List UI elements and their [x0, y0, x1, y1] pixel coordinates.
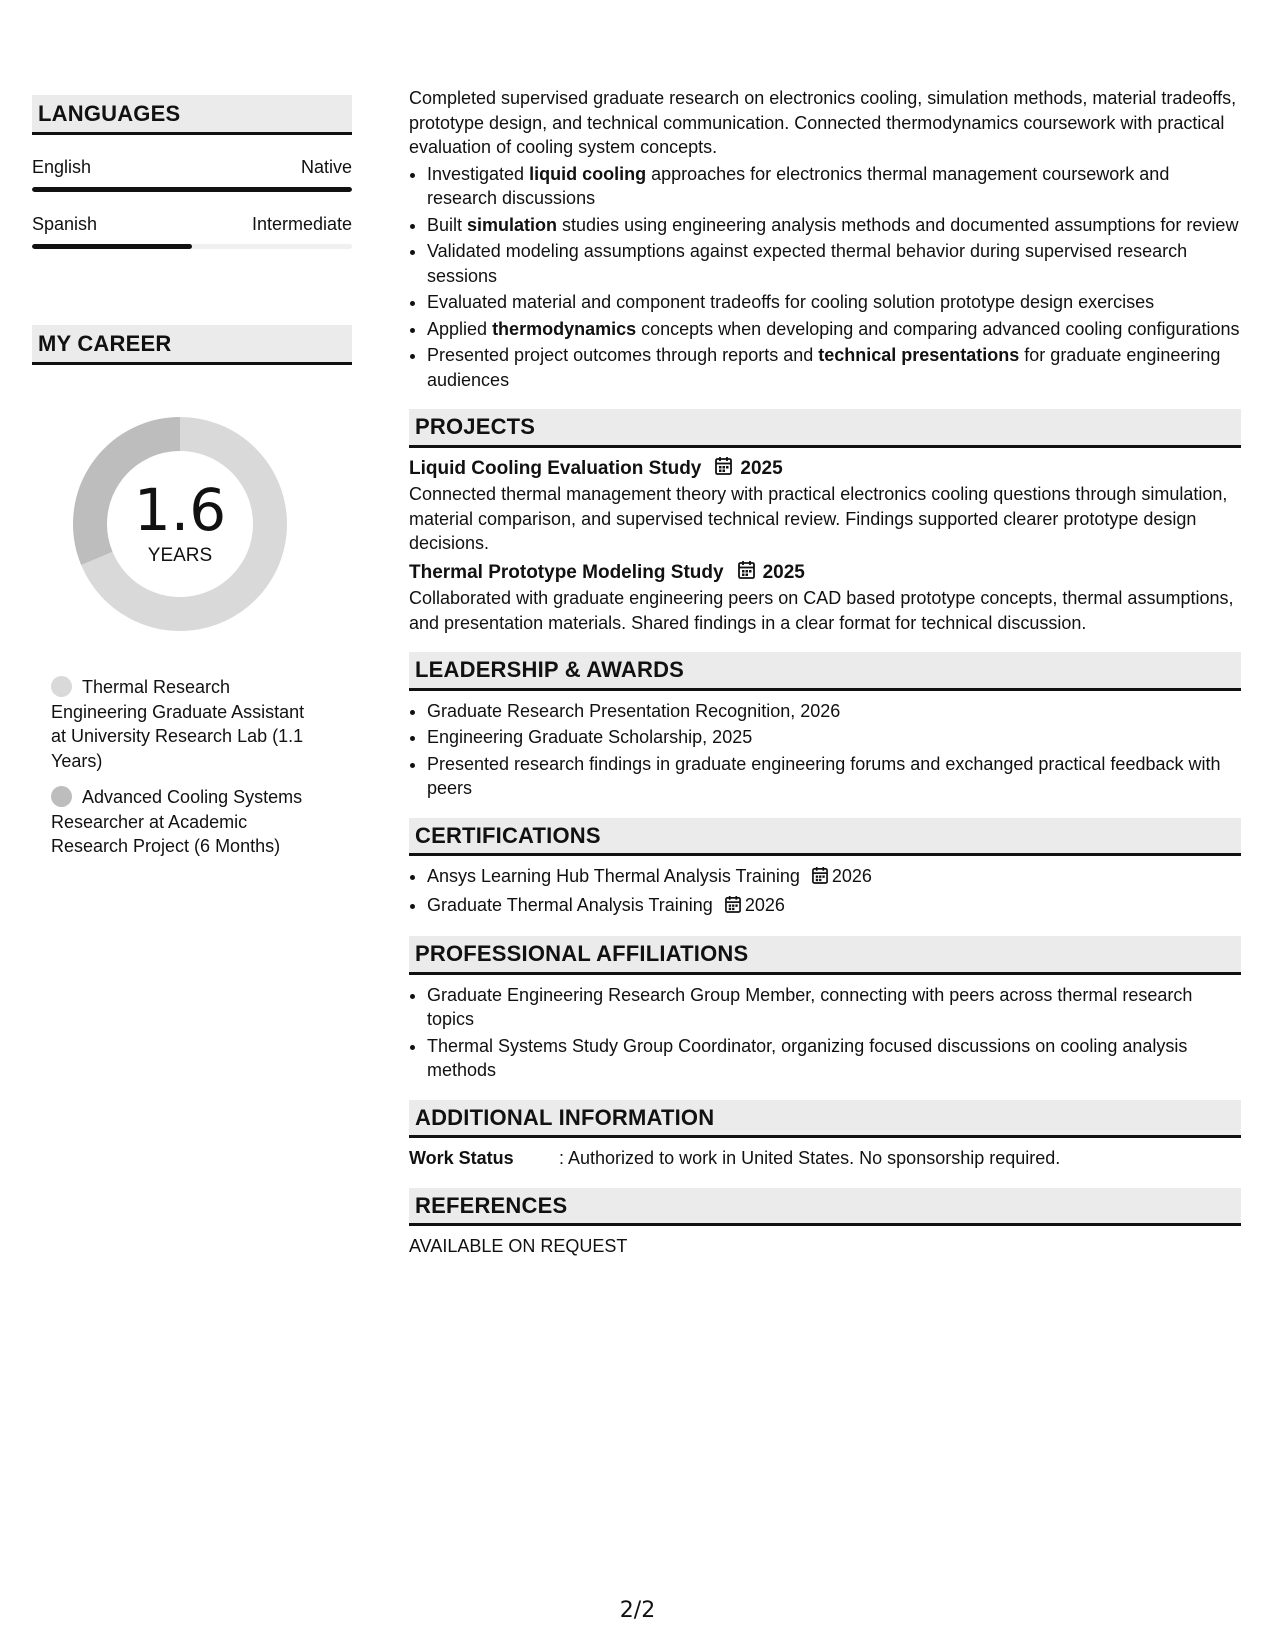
calendar-icon — [812, 866, 828, 891]
additional-info-section — [409, 1100, 1241, 1171]
left-column — [32, 95, 352, 871]
leadership-item: • Engineering Graduate Scholarship, 2025 — [427, 725, 1241, 750]
language-proficiency-fill — [32, 244, 192, 249]
experience-bullet: • Evaluated material and component tradeoffs for cooling solution prototype design exercises — [427, 290, 1241, 315]
certification-year: 2026 — [831, 866, 872, 886]
references-heading: REFERENCES — [409, 1188, 1241, 1227]
experience-bullet: • Applied thermodynamics concepts when developing and comparing advanced cooling configurations — [427, 317, 1241, 342]
language-level: Native — [300, 157, 352, 177]
certification-item — [427, 864, 1241, 891]
leadership-item: • Presented research findings in graduate engineering forums and exchanged practical feedback with peers — [427, 752, 1241, 801]
project-title: Liquid Cooling Evaluation Study — [409, 457, 702, 479]
affiliation-item: • Graduate Engineering Research Group Member, connecting with peers across thermal research topics — [427, 983, 1241, 1032]
calendar-icon — [738, 560, 755, 587]
legend-dot-icon — [51, 676, 72, 697]
projects-section — [409, 409, 1241, 635]
work-status-value: : Authorized to work in United States. No sponsorship required. — [559, 1148, 1061, 1168]
affiliation-item: • Thermal Systems Study Group Coordinator, organizing focused discussions on cooling analysis methods — [427, 1034, 1241, 1083]
language-proficiency-bar — [32, 244, 352, 249]
calendar-icon — [715, 456, 732, 483]
certification-name: Ansys Learning Hub Thermal Analysis Training — [427, 866, 800, 886]
career-legend-item — [51, 785, 321, 859]
language-proficiency-fill — [32, 187, 352, 192]
right-column — [409, 86, 1241, 1259]
affiliations-section — [409, 936, 1241, 1083]
language-proficiency-bar — [32, 187, 352, 192]
career-total-value: 1.6 — [133, 476, 227, 544]
experience-bullet: • Validated modeling assumptions against expected thermal behavior during supervised research sessions — [427, 239, 1241, 288]
additional-info-heading: ADDITIONAL INFORMATION — [409, 1100, 1241, 1139]
experience-bullet: • Built simulation studies using engineering analysis methods and documented assumptions for review — [427, 213, 1241, 238]
affiliations-heading: PROFESSIONAL AFFILIATIONS — [409, 936, 1241, 975]
leadership-heading: LEADERSHIP & AWARDS — [409, 652, 1241, 691]
career-donut-chart — [65, 409, 295, 639]
project-title: Thermal Prototype Modeling Study — [409, 561, 724, 583]
legend-dot-icon — [51, 786, 72, 807]
leadership-section — [409, 652, 1241, 801]
language-level: Intermediate — [251, 214, 352, 234]
certification-item — [427, 893, 1241, 920]
career-heading: MY CAREER — [32, 325, 352, 365]
project-year: 2025 — [762, 561, 805, 583]
project-item — [409, 456, 1241, 556]
project-description: Connected thermal management theory with practical electronics cooling questions through simulation, material comparison, and supervised technical review. Findings supported clearer prototype design decisions. — [409, 484, 1228, 553]
certification-year: 2026 — [744, 894, 785, 915]
experience-bullet: • Investigated liquid cooling approaches for electronics thermal management coursework and research discussions — [427, 162, 1241, 211]
certifications-section — [409, 818, 1241, 920]
career-total-unit: YEARS — [147, 545, 213, 566]
page-number: 2/2 — [619, 1598, 656, 1623]
experience-bullets — [409, 162, 1241, 393]
work-status-label: Work Status — [409, 1148, 514, 1168]
language-item — [32, 214, 352, 249]
languages-heading: LANGUAGES — [32, 95, 352, 135]
references-text: AVAILABLE ON REQUEST — [409, 1236, 628, 1256]
career-legend-text: Thermal Research Engineering Graduate Assistant at University Research Lab (1.1 Years) — [51, 677, 305, 771]
leadership-item: • Graduate Research Presentation Recognition, 2026 — [427, 699, 1241, 724]
experience-summary: Completed supervised graduate research on electronics cooling, simulation methods, material tradeoffs, prototype design, and technical communication. Connected thermodynamics coursework with practical evaluation of cooling system concepts. — [409, 88, 1237, 157]
language-item — [32, 157, 352, 192]
career-legend-item — [51, 675, 321, 773]
calendar-icon — [725, 895, 741, 920]
experience-bullet: • Presented project outcomes through reports and technical presentations for graduate engineering audiences — [427, 343, 1241, 392]
references-section — [409, 1188, 1241, 1259]
certification-name: Graduate Thermal Analysis Training — [427, 894, 713, 915]
certifications-heading: CERTIFICATIONS — [409, 818, 1241, 857]
project-item — [409, 560, 1241, 636]
career-legend — [51, 675, 321, 859]
language-name: Spanish — [32, 214, 98, 234]
career-legend-text: Advanced Cooling Systems Researcher at Academic Research Project (6 Months) — [51, 787, 303, 856]
project-year: 2025 — [740, 457, 783, 479]
project-description: Collaborated with graduate engineering peers on CAD based prototype concepts, thermal assumptions, and presentation materials. Shared findings in a clear format for technical discussion. — [409, 588, 1234, 633]
language-name: English — [32, 157, 92, 177]
projects-heading: PROJECTS — [409, 409, 1241, 448]
